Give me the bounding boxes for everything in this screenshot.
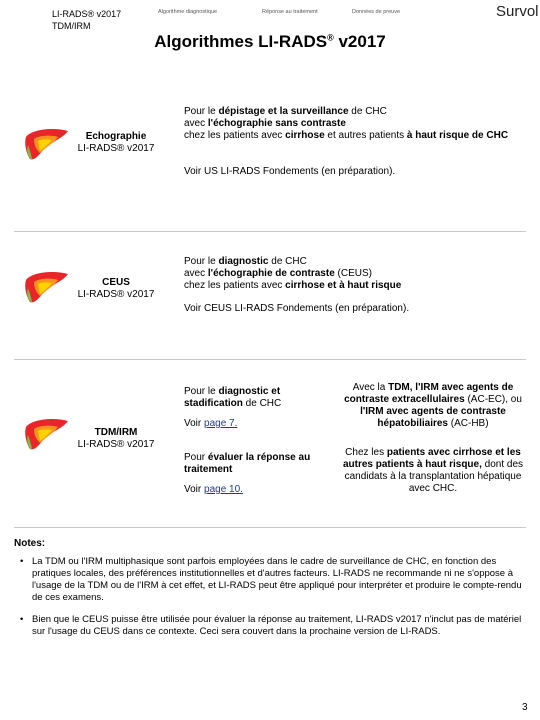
page-number: 3 [522,702,528,713]
nav-donnees[interactable]: Données de preuve [352,9,401,15]
tdm-evaluation: Pour évaluer la réponse au traitement [184,452,311,475]
bullet-icon: • [20,556,24,567]
modality-echographie: Echographie LI-RADS® v2017 [77,131,155,154]
brand-line2: TDM/IRM [52,21,91,31]
divider [14,527,526,528]
page-10-link[interactable]: page 10. [204,484,243,495]
ceus-description: Pour le diagnostic de CHC avec l'échographie de contraste (CEUS) chez les patients avec cirrhose et à haut risque [184,256,402,291]
ceus-voir: Voir CEUS LI-RADS Fondements (en préparation). [184,303,410,314]
brand-line1: LI-RADS® v2017 [52,9,122,19]
tdm-population: Chez les patients avec cirrhose et les autres patients à haut risque, dont des candidats à la transplantation hépatique avec CHC. [342,447,524,494]
tdm-diagnostic: Pour le diagnostic et stadification de CHC [184,386,282,409]
tdm-voir-page7: Voir page 7. [184,418,238,429]
page-7-link[interactable]: page 7. [204,418,238,429]
note-item: • La TDM ou l'IRM multiphasique sont parfois employées dans le cadre de surveillance de CHC, en fonction des pratiques locales, des préférences institutionnelles et d'autres facteurs. LI-RADS ne recommande ni ne s'oppose à l'usage de la TDM ou de l'IRM à cet effet, et LI-RADS peut être appliqué pour interpréter et produire le compte-rendu de ces examens. [20,556,522,603]
divider [14,359,526,360]
note-item: • Bien que le CEUS puisse être utilisée pour évaluer la réponse au traitement, LI-RADS v2017 n'inclut pas de matériel sur l'usage du CEUS dans ce contexte. Ceci sera couvert dans la prochaine version de LI-RADS. [20,614,522,637]
divider [14,231,526,232]
tdm-modalities: Avec la TDM, l'IRM avec agents de contraste extracellulaires (AC-EC), ou l'IRM avec agents de contraste hépatobiliaires (AC-HB) [344,382,522,429]
liver-icon [24,127,70,163]
liver-icon [24,417,70,453]
nav-algorithme[interactable]: Algorithme diagnostique [158,9,218,15]
modality-tdm-irm: TDM/IRM LI-RADS® v2017 [77,427,155,450]
page-title: Algorithmes LI-RADS® v2017 [154,32,386,51]
notes-title: Notes: [14,538,46,549]
tdm-voir-page10: Voir page 10. [184,484,243,495]
bullet-icon: • [20,614,24,625]
modality-ceus: CEUS LI-RADS® v2017 [77,277,155,300]
echographie-voir: Voir US LI-RADS Fondements (en préparation). [184,166,396,177]
echographie-description: Pour le dépistage et la surveillance de CHC avec l'échographie sans contraste chez les patients avec cirrhose et autres patients à haut risque de CHC [184,106,509,141]
nav-reponse[interactable]: Réponse au traitement [262,9,318,15]
survol-tab[interactable]: Survol [496,3,539,20]
liver-icon [24,270,70,306]
